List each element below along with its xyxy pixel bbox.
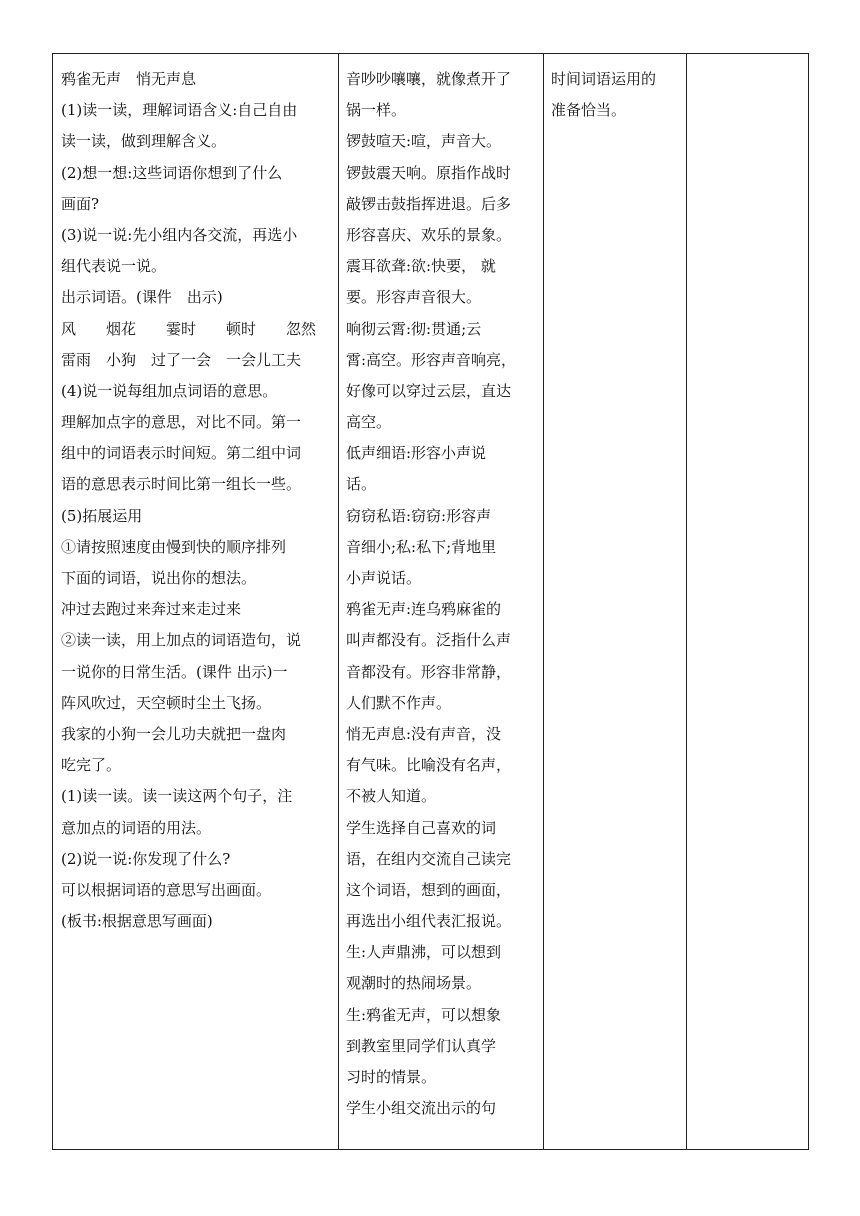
notes-cell	[686, 54, 810, 1149]
student-activity-cell	[338, 54, 543, 1149]
text-line: 响彻云霄:彻:贯通;云	[346, 319, 482, 338]
text-line: 到教室里同学们认真学	[346, 1036, 497, 1055]
text-line: 习时的情景。	[346, 1068, 437, 1086]
text-line: 音吵吵嚷嚷，就像煮开了	[346, 70, 512, 88]
text-line: 意加点的词语的用法。	[61, 818, 212, 837]
text-line: (板书:根据意思写画面)	[61, 912, 213, 931]
text-line: 语的意思表示时间比第一组长一些。	[61, 475, 302, 494]
text-line: 学生小组交流出示的句	[346, 1099, 497, 1118]
text-line: 画面?	[61, 194, 100, 213]
lesson-table	[52, 53, 809, 1150]
text-line: 音细小;私:私下;背地里	[346, 537, 497, 556]
text-line: 生:鸦雀无声，可以想象	[346, 1005, 502, 1024]
text-line: 好像可以穿过云层，直达	[346, 381, 512, 400]
text-line: 悄无声息:没有声音，没	[346, 724, 502, 743]
text-line: 再选出小组代表汇报说。	[346, 912, 512, 931]
text-line: ②读一读，用上加点的词语造句，说	[61, 631, 302, 650]
text-line: (3)说一说:先小组内各交流，再选小	[61, 225, 298, 244]
text-line: 话。	[346, 475, 377, 494]
text-line: 叫声都没有。泛指什么声	[346, 631, 512, 650]
text-line: 时间词语运用的	[551, 70, 657, 88]
text-line: 雷雨 小狗 过了一会 一会儿工夫	[61, 350, 302, 369]
text-line: 生:人声鼎沸，可以想到	[346, 943, 502, 962]
text-line: 出示词语。(课件 出示)	[61, 288, 223, 307]
text-line: 冲过去跑过来奔过来走过来	[61, 600, 242, 619]
text-line: 低声细语:形容小声说	[346, 444, 487, 463]
text-line: 吃完了。	[61, 756, 122, 775]
text-line: 语，在组内交流自己读完	[346, 849, 512, 868]
text-line: 形容喜庆、欢乐的景象。	[346, 225, 512, 244]
text-line: 高空。	[346, 413, 392, 432]
text-line: 有气味。比喻没有名声，	[346, 756, 512, 775]
text-line: 下面的词语，说出你的想法。	[61, 569, 257, 587]
text-line: 组中的词语表示时间短。第二组中词	[61, 444, 302, 463]
design-intent-cell	[543, 54, 686, 1149]
text-line: 人们默不作声。	[346, 693, 452, 712]
text-line: (4)说一说每组加点词语的意思。	[61, 381, 278, 400]
text-line: 不被人知道。	[346, 787, 437, 806]
text-line: 窃窃私语:窃窃:形容声	[346, 506, 492, 525]
text-line: 组代表说一说。	[61, 257, 167, 276]
text-line: (1)读一读，理解词语含义:自己自由	[61, 101, 298, 120]
text-line: (2)想一想:这些词语你想到了什么	[61, 163, 283, 182]
text-line: 音都没有。形容非常静，	[346, 662, 512, 681]
text-line: 霄:高空。形容声音响亮，	[346, 350, 517, 369]
text-line: (5)拓展运用	[61, 506, 143, 525]
text-line: (2)说一说:你发现了什么?	[61, 849, 231, 868]
text-line: 读一读，做到理解含义。	[61, 132, 227, 151]
text-line: 准备恰当。	[551, 101, 627, 120]
text-line: 震耳欲聋:欲:快要， 就	[346, 257, 496, 276]
text-line: 风 烟花 霎时 顿时 忽然	[61, 319, 317, 338]
text-line: 可以根据词语的意思写出画面。	[61, 880, 272, 899]
text-line: 小声说话。	[346, 569, 422, 587]
text-line: 锣鼓震天响。原指作战时	[346, 163, 512, 182]
text-line: 我家的小狗一会儿功夫就把一盘肉	[61, 724, 287, 743]
teacher-activity-cell	[53, 54, 338, 1149]
text-line: 阵风吹过，天空顿时尘土飞扬。	[61, 693, 272, 712]
text-line: 观潮时的热闹场景。	[346, 974, 482, 993]
text-line: 学生选择自己喜欢的词	[346, 818, 497, 837]
text-line: 要。形容声音很大。	[346, 288, 482, 307]
text-line: ①请按照速度由慢到快的顺序排列	[61, 537, 287, 556]
text-line: 敲锣击鼓指挥进退。后多	[346, 194, 512, 213]
text-line: 锣鼓喧天:喧，声音大。	[346, 132, 502, 151]
text-line: 鸦雀无声 悄无声息	[61, 70, 197, 88]
text-line: (1)读一读。读一读这两个句子，注	[61, 787, 293, 806]
text-line: 这个词语，想到的画面，	[346, 880, 512, 899]
text-line: 一说你的日常生活。(课件 出示)一	[61, 662, 288, 681]
text-line: 理解加点字的意思，对比不同。第一	[61, 413, 302, 432]
text-line: 鸦雀无声:连乌鸦麻雀的	[346, 600, 502, 619]
text-line: 锅一样。	[346, 101, 407, 120]
